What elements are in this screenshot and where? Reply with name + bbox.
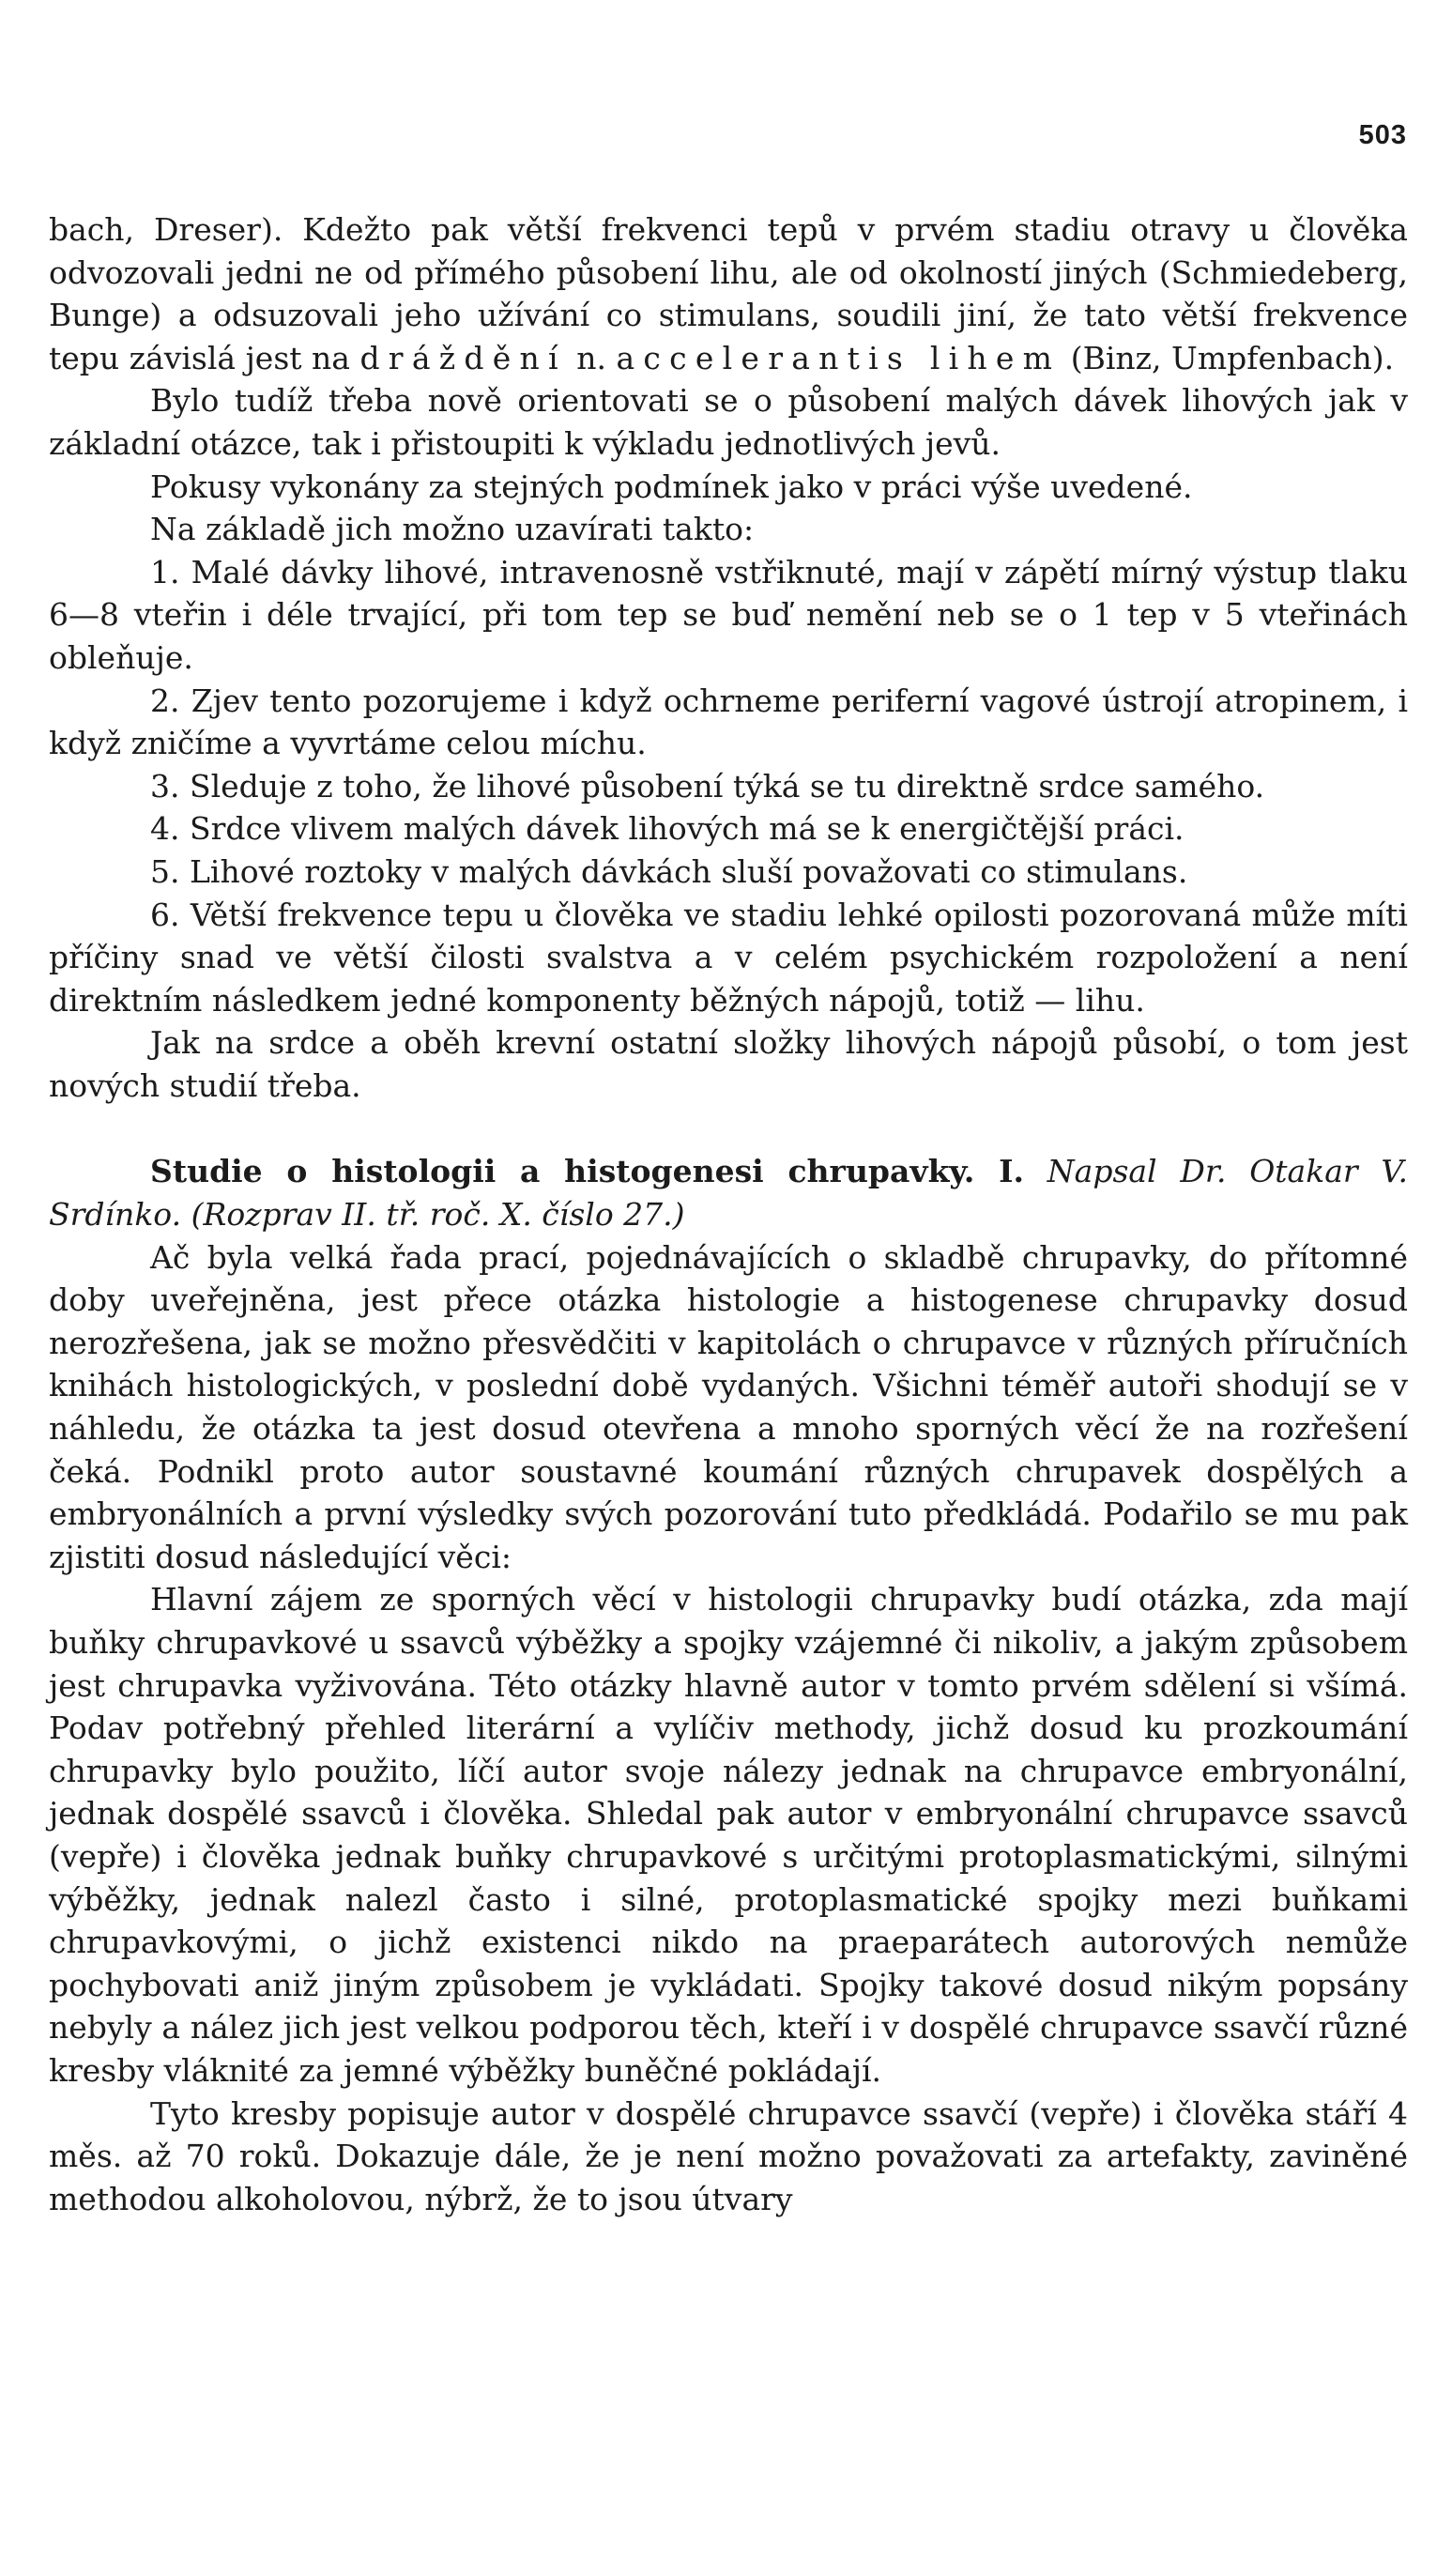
conclusion-item-5: 5. Lihové roztoky v malých dávkách sluší považovati co stimulans.: [150, 852, 1188, 890]
conclusion-item-4: 4. Srdce vlivem malých dávek lihových má se k energičtější práci.: [150, 810, 1185, 848]
article-title: Studie o histologii a histogenesi chrupavky. I.: [150, 1153, 1024, 1190]
conclusion-item-3: 3. Sleduje z toho, že lihové působení týká se tu direktně srdce samého.: [150, 767, 1265, 805]
article-author: Napsal Dr. Otakar V. Srdínko.: [49, 1153, 1408, 1234]
paragraph: Ač byla velká řada prací, pojednávajících o skladbě chrupavky, do přítomné doby uveřejněna, jest přece otázka histologie a histogenese chrupavky dosud nerozřešena, jak se možno přesvědčiti v kapitolách o chrupavce v různých příručních knihách histologických, v poslední době vydaných. Všichni téměř autoři shodují se v náhledu, že otázka ta jest dosud otevřena a mnoho sporných věcí že na rozřešení čeká. Podnikl proto autor soustavné koumání různých chrupavek dospělých a embryonálních a první výsledky svých pozorování tuto předkládá. Podařilo se mu pak zjistiti dosud následující věci:: [49, 1238, 1408, 1575]
spaced-term-drazdeni: dráždění: [359, 339, 567, 376]
conclusion-item-1: 1. Malé dávky lihové, intravenosně vstřiknuté, mají v zápětí mírný výstup tlaku 6—8 vteřin i déle trvající, při tom tep se buď nemění neb se o 1 tep v 5 vteřinách obleňuje.: [49, 553, 1408, 676]
paragraph: Tyto kresby popisuje autor v dospělé chrupavce ssavčí (vepře) i člověka stáří 4 měs. až 70 roků. Dokazuje dále, že je není možno považovati za artefakty, zaviněné methodou alkoholovou, nýbrž, že to jsou útvary: [49, 2094, 1408, 2217]
article-heading: [49, 1150, 1408, 1235]
paragraph: Bylo tudíž třeba nově orientovati se o působení malých dávek lihových jak v základní otázce, tak i přistoupiti k výkladu jednotlivých jevů.: [49, 382, 1408, 462]
spaced-term-accelerantis: accelerantis lihem: [616, 339, 1062, 376]
paragraph-closing: Jak na srdce a oběh krevní ostatní složky lihových nápojů působí, o tom jest nových studií třeba.: [49, 1024, 1408, 1104]
article-source: (Rozprav II. tř. roč. X. číslo 27.): [191, 1196, 685, 1234]
body-text: [49, 208, 1408, 2220]
intro-text-e: (Binz, Umpfenbach).: [1061, 339, 1395, 376]
intro-text-c: n.: [566, 339, 617, 376]
conclusion-item-6: 6. Větší frekvence tepu u člověka ve stadiu lehké opilosti pozorovaná může míti příčiny snad ve větší čilosti svalstva a v celém psychickém rozpoložení a není direktním následkem jedné komponenty běžných nápojů, totiž — lihu.: [49, 896, 1408, 1019]
page-number: 503: [1358, 120, 1407, 150]
conclusion-item-2: 2. Zjev tento pozorujeme i když ochrneme periferní vagové ústrojí atropinem, i když zničíme a vyvrtáme celou míchu.: [49, 682, 1408, 762]
paragraph: Hlavní zájem ze sporných věcí v histologii chrupavky budí otázka, zda mají buňky chrupavkové u ssavců výběžky a spojky vzájemné či nikoliv, a jakým způsobem jest chrupavka vyživována. Této otázky hlavně autor v tomto prvém sdělení si všímá. Podav potřebný přehled literární a vylíčiv methody, jichž dosud ku prozkoumání chrupavky bylo použito, líčí autor svoje nálezy jednak na chrupavce embryonální, jednak dospělé ssavců i člověka. Shledal pak autor v embryonální chrupavce ssavců (vepře) i člověka jednak buňky chrupavkové s určitými protoplasmatickými, silnými výběžky, jednak nalezl často i silné, protoplasmatické spojky mezi buňkami chrupavkovými, o jichž existenci nikdo na praeparátech autorových nemůže pochybovati aniž jiným způsobem je vykládati. Spojky takové dosud nikým popsány nebyly a nález jich jest velkou podporou těch, kteří i v dospělé chrupavce ssavčí různé kresby vláknité za jemné výběžky buněčné pokládají.: [49, 1581, 1408, 2089]
paragraph-intro: [49, 208, 1408, 379]
paragraph: Na základě jich možno uzavírati takto:: [150, 511, 755, 548]
paragraph: Pokusy vykonány za stejných podmínek jako v práci výše uvedené.: [150, 468, 1193, 505]
section-gap: [49, 1107, 1408, 1150]
intro-text-a: bach, Dreser). Kdežto pak větší frekvenci tepů v prvém stadiu otravy u člověka odvozovali jedni ne od přímého působení lihu, ale od okolností jiných (Schmiedeberg, Bunge) a odsuzovali jeho užívání co stimulans, soudili jiní, že tato větší frekvence tepu závislá jest na: [49, 211, 1408, 376]
